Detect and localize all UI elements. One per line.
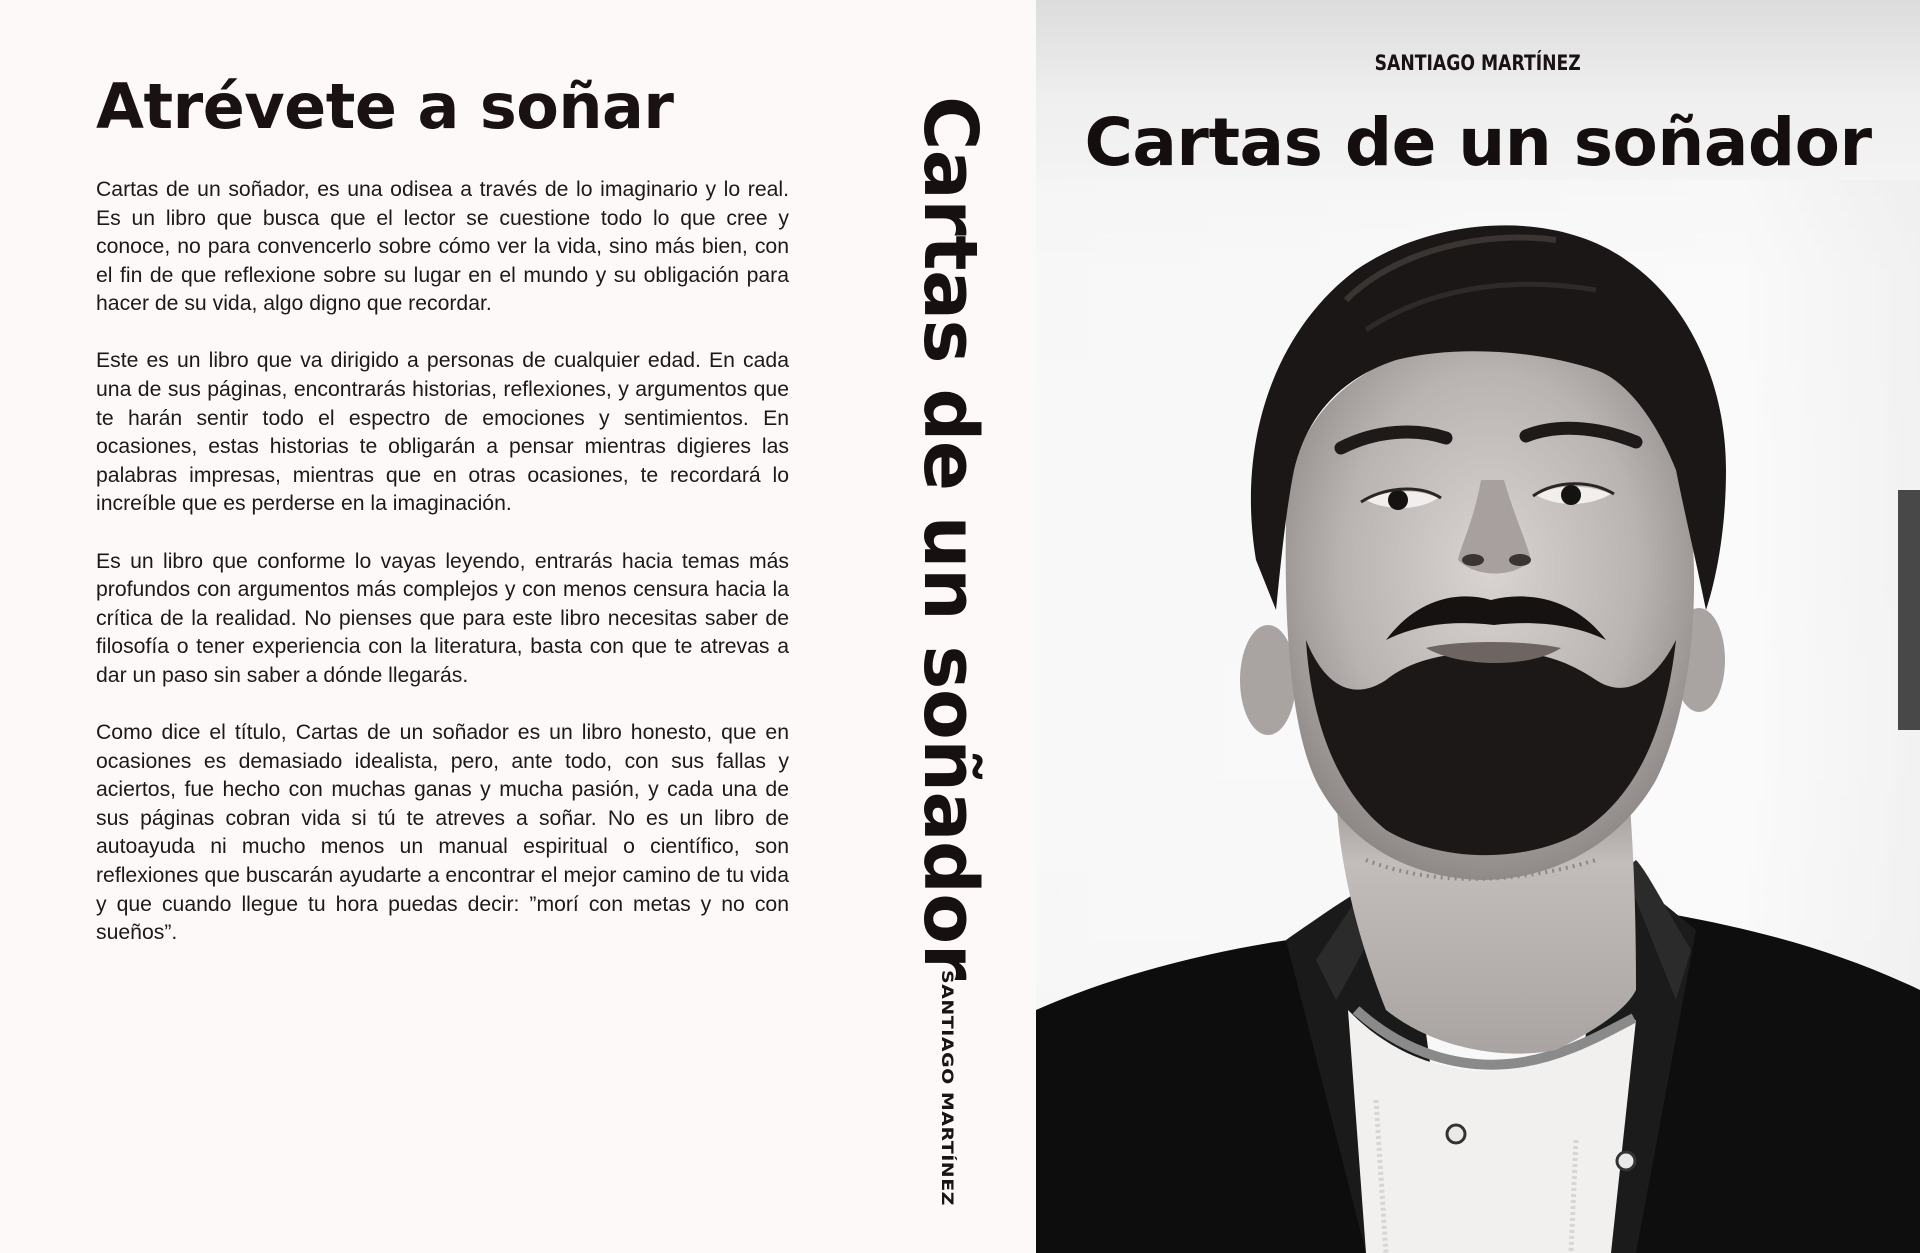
front-cover-title: Cartas de un soñador: [1084, 104, 1872, 181]
synopsis-paragraph: Como dice el título, Cartas de un soñador es un libro honesto, que en ocasiones es demasiado idealista, pero, ante todo, con sus fallas y aciertos, fue hecho con muchas ganas y mucha pasión, y cada una de sus páginas cobran vida si tú te atreves a soñar. No es un libro de autoayuda ni mucho menos un manual espiritual o científico, son reflexiones que buscarán ayudarte a encontrar el mejor camino de tu vida y que cuando llegue tu hora puedas decir: ”morí con metas y no con sueños”.: [96, 721, 789, 945]
back-cover-synopsis: [96, 176, 789, 976]
front-cover: [1036, 0, 1920, 1253]
front-author-text: SANTIAGO MARTÍNEZ: [1374, 51, 1582, 75]
spine: [880, 0, 1036, 1253]
portrait-photo: [1036, 0, 1920, 1253]
back-cover-heading: Atrévete a soñar: [96, 70, 674, 143]
synopsis-paragraph: Es un libro que conforme lo vayas leyendo, entrarás hacia temas más profundos con argumentos más complejos y con menos censura hacia la crítica de la realidad. No pienses que para este libro necesitas saber de filosofía o tener experiencia con la literatura, basta con que te atrevas a dar un paso sin saber a dónde llegarás.: [96, 549, 789, 687]
synopsis-paragraph: Este es un libro que va dirigido a personas de cualquier edad. En cada una de sus páginas, encontrarás historias, reflexiones, y argumentos que te harán sentir todo el espectro de emociones y sentimientos. En ocasiones, estas historias te obligarán a pensar mientras digieres las palabras impresas, mientras que en otras ocasiones, te recordará lo increíble que es perderse en la imaginación.: [96, 349, 789, 516]
spine-author: SANTIAGO MARTÍNEZ: [937, 970, 957, 1206]
spine-title: Cartas de un soñador: [907, 96, 993, 980]
synopsis-paragraph: Cartas de un soñador, es una odisea a través de lo imaginario y lo real. Es un libro que busca que el lector se cuestione todo lo que cree y conoce, no para convencerlo sobre cómo ver la vida, sino más bien, con el fin de que reflexione sobre su lugar en el mundo y su obligación para hacer de su vida, algo digno que recordar.: [96, 178, 789, 316]
front-author-name: [1036, 51, 1920, 75]
